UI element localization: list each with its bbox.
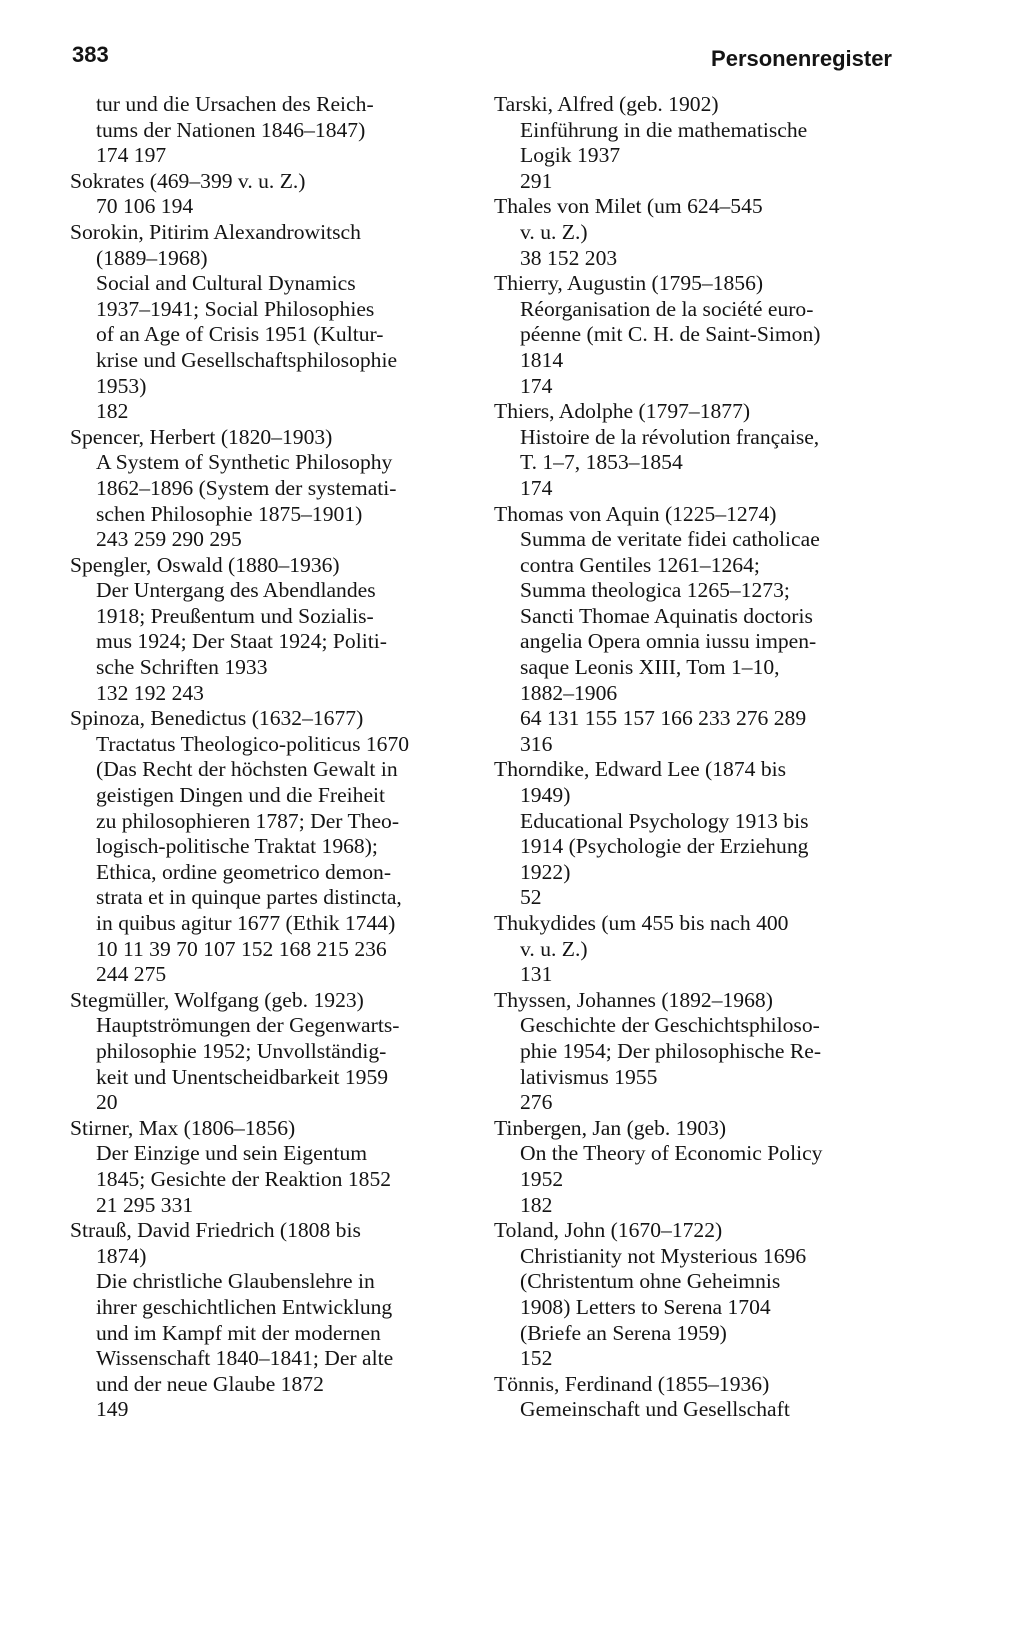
- index-entry: [70, 169, 454, 220]
- entry-name: Toland, John (1670–1722): [494, 1218, 723, 1243]
- entry-line: 316: [520, 731, 553, 756]
- entry-name: Thyssen, Johannes (1892–1968): [494, 987, 773, 1012]
- entry-line: und im Kampf mit der modernen: [96, 1320, 381, 1345]
- entry-line: Christianity not Mysterious 1696: [520, 1243, 807, 1268]
- index-entry: [494, 194, 878, 271]
- index-entry: [70, 425, 454, 553]
- index-entry: [494, 399, 878, 501]
- index-entry: [70, 706, 454, 988]
- entry-line: 10 11 39 70 107 152 168 215 236: [96, 936, 387, 961]
- entry-line: 244 275: [96, 962, 167, 987]
- index-entry: [70, 1218, 454, 1423]
- index-entry: [494, 271, 878, 399]
- entry-line: 291: [520, 168, 553, 193]
- entry-line: Der Untergang des Abendlandes: [96, 578, 376, 603]
- entry-name: Thorndike, Edward Lee (1874 bis: [494, 757, 787, 782]
- entry-line: Summa theologica 1265–1273;: [520, 578, 790, 603]
- carry-over-entry: [70, 92, 454, 169]
- entry-line: Einführung in die mathematische: [520, 117, 808, 142]
- entry-name: Stirner, Max (1806–1856): [70, 1115, 296, 1140]
- entry-line: keit und Unentscheidbarkeit 1959: [96, 1064, 389, 1089]
- entry-line: 52: [520, 885, 542, 910]
- entry-line: 276: [520, 1090, 553, 1115]
- entry-line: tums der Nationen 1846–1847): [96, 117, 366, 142]
- entry-line: saque Leonis XIII, Tom 1–10,: [520, 655, 780, 680]
- entry-line: strata et in quinque partes distincta,: [96, 885, 402, 910]
- entry-name: Spinoza, Benedictus (1632–1677): [70, 706, 364, 731]
- entry-line: 1814: [520, 347, 564, 372]
- entry-line: Hauptströmungen der Gegenwarts-: [96, 1013, 400, 1038]
- entry-name: Thierry, Augustin (1795–1856): [494, 271, 764, 296]
- entry-line: 131: [520, 962, 553, 987]
- entry-line: 64 131 155 157 166 233 276 289: [520, 706, 807, 731]
- entry-line: 21 295 331: [96, 1192, 194, 1217]
- entry-name: Stegmüller, Wolfgang (geb. 1923): [70, 987, 364, 1012]
- entry-line: tur und die Ursachen des Reich-: [96, 92, 374, 116]
- entry-line: péenne (mit C. H. de Saint-Simon): [520, 322, 821, 347]
- entry-name: Thales von Milet (um 624–545: [494, 194, 763, 219]
- entry-line: philosophie 1952; Unvollständig-: [96, 1038, 387, 1063]
- index-entry: [70, 553, 454, 707]
- entry-line: Ethica, ordine geometrico demon-: [96, 859, 392, 884]
- entry-line: Réorganisation de la société euro-: [520, 296, 814, 321]
- entry-line: Wissenschaft 1840–1841; Der alte: [96, 1346, 394, 1371]
- entry-name: Sorokin, Pitirim Alexandrowitsch: [70, 219, 361, 244]
- entry-line: sche Schriften 1933: [96, 655, 268, 680]
- index-entry: [70, 220, 454, 425]
- entry-line: mus 1924; Der Staat 1924; Politi-: [96, 629, 387, 654]
- entry-line: 182: [520, 1192, 553, 1217]
- entry-line: 174: [520, 475, 553, 500]
- entry-line: On the Theory of Economic Policy: [520, 1141, 823, 1166]
- running-head: Personenregister: [711, 46, 892, 71]
- entry-line: 243 259 290 295: [96, 527, 242, 552]
- index-entry: [494, 92, 878, 194]
- entry-line: v. u. Z.): [520, 219, 588, 244]
- entry-line: in quibus agitur 1677 (Ethik 1744): [96, 911, 396, 935]
- entry-line: 174: [520, 373, 553, 398]
- entry-line: v. u. Z.): [520, 936, 588, 961]
- entry-name: Sokrates (469–399 v. u. Z.): [70, 168, 306, 193]
- entry-line: Histoire de la révolution française,: [520, 424, 820, 449]
- entry-line: lativismus 1955: [520, 1064, 658, 1089]
- entry-line: 1862–1896 (System der systemati-: [96, 475, 397, 500]
- index-entry: [494, 757, 878, 911]
- entry-line: 38 152 203: [520, 245, 618, 270]
- entry-line: 1914 (Psychologie der Erziehung: [520, 834, 809, 859]
- entry-line: geistigen Dingen und die Freiheit: [96, 783, 386, 808]
- index-entry: [70, 1116, 454, 1218]
- entry-line: phie 1954; Der philosophische Re-: [520, 1038, 822, 1063]
- entry-line: 152: [520, 1346, 553, 1371]
- entry-line: 1882–1906: [520, 680, 618, 705]
- entry-line: T. 1–7, 1853–1854: [520, 450, 683, 475]
- left-column: [70, 92, 454, 1423]
- entry-line: Educational Psychology 1913 bis: [520, 808, 809, 833]
- entry-line: 1874): [96, 1243, 147, 1268]
- entry-line: Die christliche Glaubenslehre in: [96, 1269, 375, 1294]
- entry-line: 149: [96, 1397, 129, 1422]
- right-column: [494, 92, 878, 1423]
- entry-line: 1845; Gesichte der Reaktion 1852: [96, 1166, 392, 1191]
- entry-line: krise und Gesellschaftsphilosophie: [96, 347, 398, 372]
- left-entries: [70, 169, 454, 1423]
- entry-line: 70 106 194: [96, 194, 194, 219]
- entry-line: 174 197: [96, 143, 167, 168]
- entry-line: 1918; Preußentum und Sozialis-: [96, 603, 374, 628]
- entry-line: (Briefe an Serena 1959): [520, 1320, 727, 1345]
- entry-line: of an Age of Crisis 1951 (Kultur-: [96, 322, 384, 347]
- entry-line: Logik 1937: [520, 143, 621, 168]
- entry-name: Spengler, Oswald (1880–1936): [70, 552, 340, 577]
- entry-line: 132 192 243: [96, 680, 204, 705]
- entry-line: 1952: [520, 1166, 564, 1191]
- entry-line: und der neue Glaube 1872: [96, 1371, 324, 1396]
- index-entry: [494, 988, 878, 1116]
- entry-name: Spencer, Herbert (1820–1903): [70, 424, 333, 449]
- entry-name: Strauß, David Friedrich (1808 bis: [70, 1218, 361, 1243]
- entry-line: Social and Cultural Dynamics: [96, 271, 356, 296]
- entry-line: schen Philosophie 1875–1901): [96, 501, 363, 526]
- entry-line: logisch-politische Traktat 1968);: [96, 834, 378, 859]
- entry-line: 1953): [96, 373, 147, 398]
- entry-line: 1908) Letters to Serena 1704: [520, 1294, 771, 1319]
- entry-name: Thomas von Aquin (1225–1274): [494, 501, 777, 526]
- index-entry: [494, 1218, 878, 1372]
- entry-line: 1949): [520, 783, 571, 808]
- entry-line: 1937–1941; Social Philosophies: [96, 296, 375, 321]
- index-entry: [494, 911, 878, 988]
- entry-line: 1922): [520, 859, 571, 884]
- entry-line: ihrer geschichtlichen Entwicklung: [96, 1294, 393, 1319]
- index-entry: [494, 1372, 878, 1423]
- entry-line: Der Einzige und sein Eigentum: [96, 1141, 368, 1166]
- index-entry: [494, 502, 878, 758]
- entry-line: 20: [96, 1090, 118, 1115]
- entry-name: Tönnis, Ferdinand (1855–1936): [494, 1371, 770, 1396]
- entry-line: (1889–1968): [96, 245, 208, 270]
- entry-line: Gemeinschaft und Gesellschaft: [520, 1397, 790, 1422]
- entry-name: Thukydides (um 455 bis nach 400: [494, 911, 789, 935]
- entry-line: contra Gentiles 1261–1264;: [520, 552, 760, 577]
- entry-line: Geschichte der Geschichtsphiloso-: [520, 1013, 820, 1038]
- entry-name: Thiers, Adolphe (1797–1877): [494, 399, 751, 424]
- entry-name: Tarski, Alfred (geb. 1902): [494, 92, 719, 116]
- entry-line: Tractatus Theologico-politicus 1670: [96, 731, 410, 756]
- entry-line: Summa de veritate fidei catholicae: [520, 527, 820, 552]
- entry-line: angelia Opera omnia iussu impen-: [520, 629, 817, 654]
- entry-line: zu philosophieren 1787; Der Theo-: [96, 808, 400, 833]
- entry-line: (Das Recht der höchsten Gewalt in: [96, 757, 398, 782]
- index-entry: [70, 988, 454, 1116]
- right-entries: [494, 92, 878, 1423]
- entry-name: Tinbergen, Jan (geb. 1903): [494, 1115, 727, 1140]
- entry-line: Sancti Thomae Aquinatis doctoris: [520, 603, 813, 628]
- entry-line: 182: [96, 399, 129, 424]
- page-number: 383: [72, 42, 109, 67]
- entry-line: A System of Synthetic Philosophy: [96, 450, 393, 475]
- index-entry: [494, 1116, 878, 1218]
- entry-line: (Christentum ohne Geheimnis: [520, 1269, 781, 1294]
